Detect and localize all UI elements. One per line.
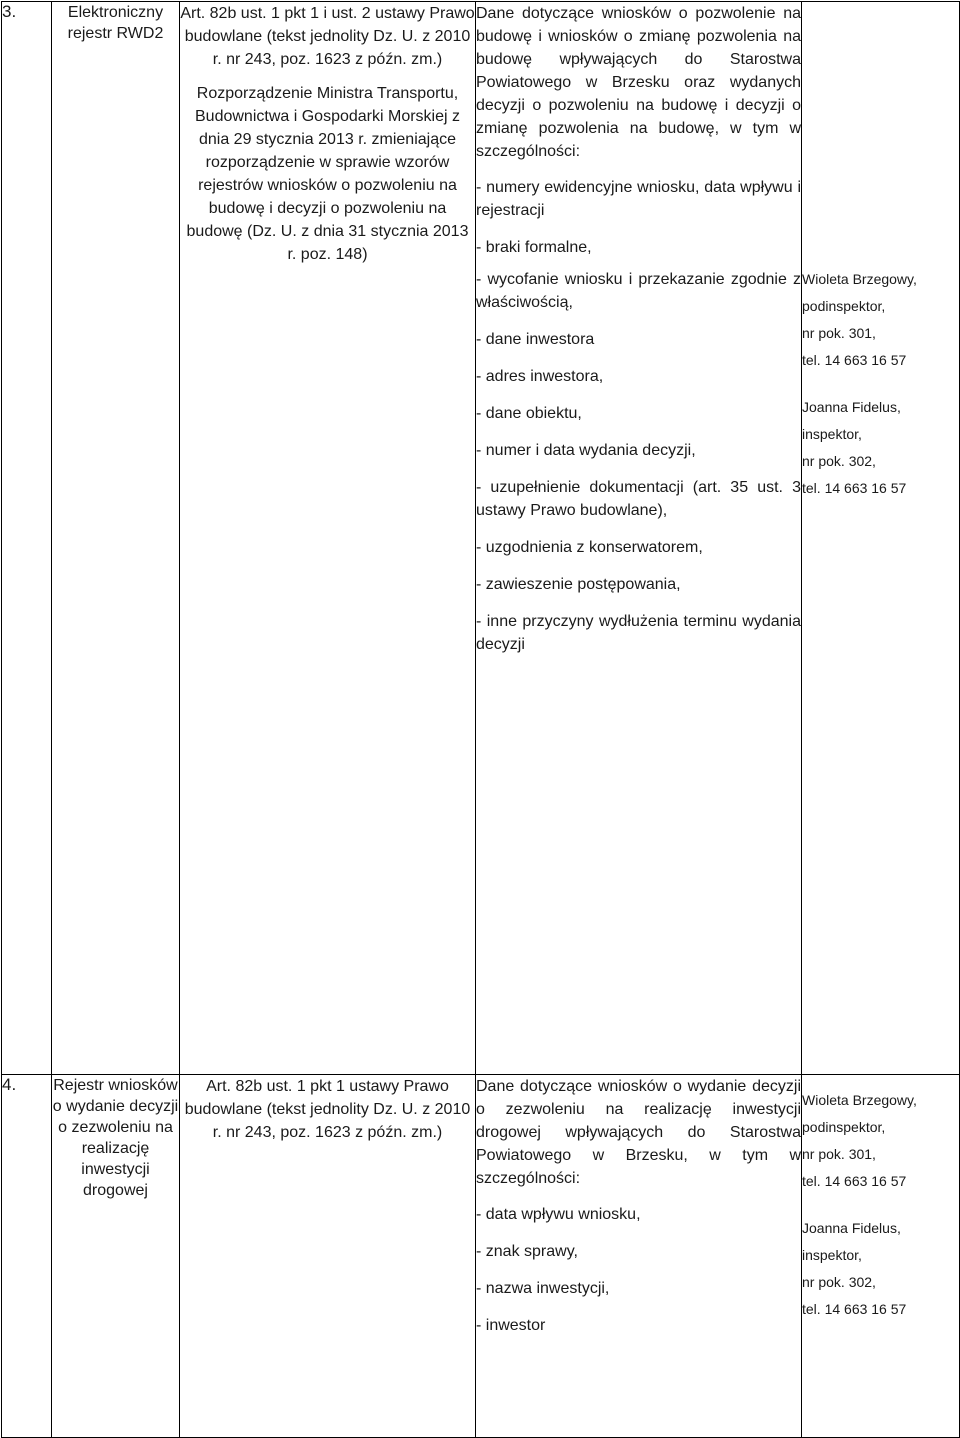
contact-position: inspektor, bbox=[802, 426, 862, 442]
legal-basis-item: Art. 82b ust. 1 pkt 1 i ust. 2 ustawy Prawo budowlane (tekst jednolity Dz. U. z 2010 r. nr 243, poz. 1623 z późn. zm.) bbox=[180, 5, 475, 68]
table-row bbox=[2, 1075, 960, 1438]
description-item: - uzupełnienie dokumentacji (art. 35 ust. 3 ustawy Prawo budowlane), bbox=[476, 479, 801, 519]
description-item: - zawieszenie postępowania, bbox=[476, 576, 681, 593]
contact-room: nr pok. 302, bbox=[802, 453, 876, 469]
contact-phone: tel. 14 663 16 57 bbox=[802, 1301, 907, 1317]
description-item: - uzgodnienia z konserwatorem, bbox=[476, 539, 703, 556]
description bbox=[476, 2, 802, 1075]
contact-card bbox=[802, 1215, 959, 1323]
contact-position: podinspektor, bbox=[802, 1119, 886, 1135]
description-item: - inwestor bbox=[476, 1317, 546, 1334]
contact-card bbox=[802, 394, 959, 502]
description-item: - numer i data wydania decyzji, bbox=[476, 442, 696, 459]
legal-basis-item: Rozporządzenie Ministra Transportu, Budownictwa i Gospodarki Morskiej z dnia 29 stycznia 2013 r. zmieniające rozporządzenie w sprawie wzorów rejestrów wniosków o pozwoleniu na budowę i decyzji o pozwoleniu na budowę (Dz. U. z dnia 31 stycznia 2013 r. poz. 148) bbox=[186, 85, 469, 263]
description bbox=[476, 1075, 802, 1438]
contact-card bbox=[802, 1087, 959, 1195]
contact-room: nr pok. 302, bbox=[802, 1274, 876, 1290]
contact-position: inspektor, bbox=[802, 1247, 862, 1263]
register-name: Elektroniczny rejestr RWD2 bbox=[52, 2, 180, 1075]
description-intro: Dane dotyczące wniosków o pozwolenie na budowę i wniosków o zmianę pozwolenia na budowę wpływających do Starostwa Powiatowego w Brzesku oraz wydanych decyzji o pozwoleniu na budowę i decyzji o zmianę pozwolenia na budowę, w tym w szczególności: bbox=[476, 5, 801, 160]
contact-phone: tel. 14 663 16 57 bbox=[802, 352, 907, 368]
legal-basis bbox=[180, 1075, 476, 1438]
table-row bbox=[2, 2, 960, 1075]
contact-card bbox=[802, 266, 959, 374]
description-item: - adres inwestora, bbox=[476, 368, 604, 385]
legal-basis bbox=[180, 2, 476, 1075]
register-name: Rejestr wniosków o wydanie decyzji o zezwoleniu na realizację inwestycji drogowej bbox=[52, 1075, 180, 1438]
description-item: - braki formalne, bbox=[476, 239, 592, 256]
row-number: 3. bbox=[2, 2, 52, 1075]
description-item: - nazwa inwestycji, bbox=[476, 1280, 610, 1297]
description-intro: Dane dotyczące wniosków o wydanie decyzji o zezwoleniu na realizację inwestycji drogowej wpływających do Starostwa Powiatowego w Brzesku, w tym w szczególności: bbox=[476, 1078, 801, 1187]
description-item: - wycofanie wniosku i przekazanie zgodnie z właściwością, bbox=[476, 271, 801, 311]
contact-name: Wioleta Brzegowy, bbox=[802, 271, 917, 287]
contact-phone: tel. 14 663 16 57 bbox=[802, 1173, 907, 1189]
contact-persons bbox=[802, 2, 960, 1075]
contact-name: Wioleta Brzegowy, bbox=[802, 1092, 917, 1108]
description-item: - dane obiektu, bbox=[476, 405, 582, 422]
contact-room: nr pok. 301, bbox=[802, 325, 876, 341]
description-item: - dane inwestora bbox=[476, 331, 595, 348]
contact-position: podinspektor, bbox=[802, 298, 886, 314]
contact-persons bbox=[802, 1075, 960, 1438]
contact-room: nr pok. 301, bbox=[802, 1146, 876, 1162]
row-number: 4. bbox=[2, 1075, 52, 1438]
contact-name: Joanna Fidelus, bbox=[802, 1220, 901, 1236]
legal-basis-item: Art. 82b ust. 1 pkt 1 ustawy Prawo budowlane (tekst jednolity Dz. U. z 2010 r. nr 243, poz. 1623 z późn. zm.) bbox=[184, 1078, 471, 1141]
contact-phone: tel. 14 663 16 57 bbox=[802, 480, 907, 496]
register-table bbox=[1, 1, 960, 1438]
description-item: - numery ewidencyjne wniosku, data wpływu i rejestracji bbox=[476, 179, 801, 219]
description-item: - data wpływu wniosku, bbox=[476, 1206, 641, 1223]
description-item: - znak sprawy, bbox=[476, 1243, 578, 1260]
description-item: - inne przyczyny wydłużenia terminu wydania decyzji bbox=[476, 613, 801, 653]
contact-name: Joanna Fidelus, bbox=[802, 399, 901, 415]
